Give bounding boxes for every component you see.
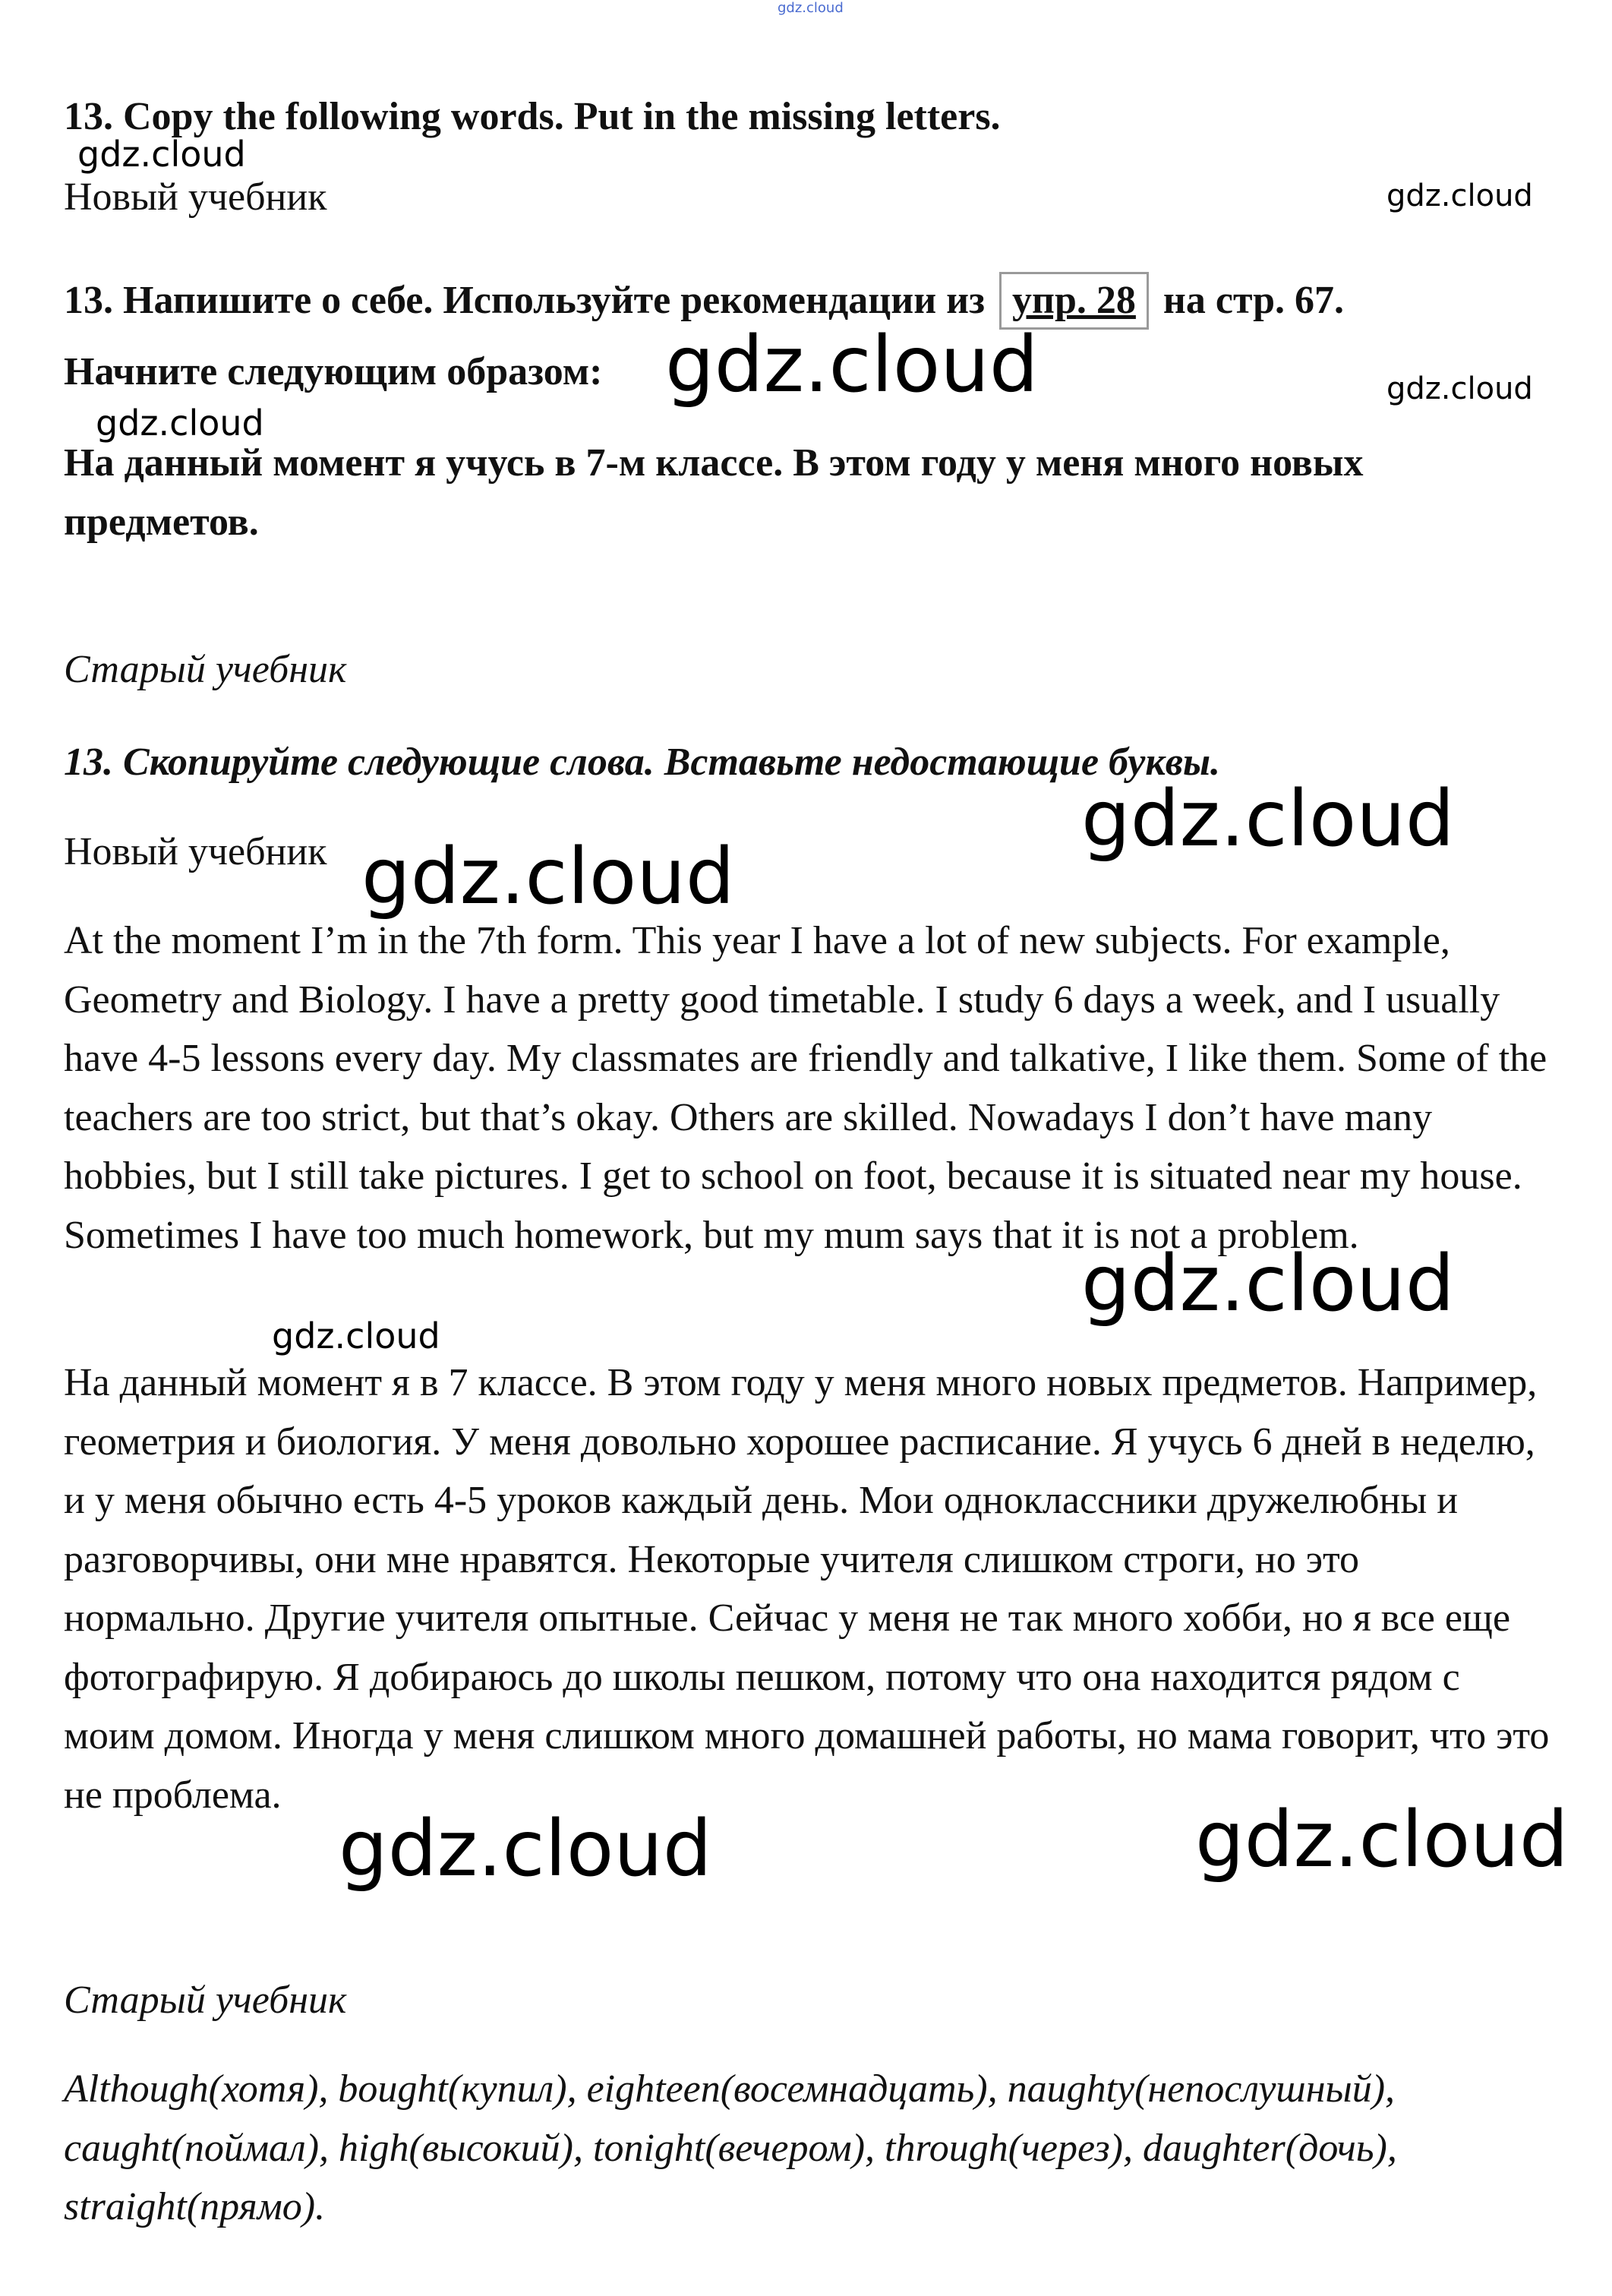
watermark: gdz.cloud	[77, 134, 246, 175]
watermark: gdz.cloud	[361, 832, 735, 922]
exercise-link[interactable]: упр. 28	[1012, 279, 1136, 322]
new-textbook-label: Новый учебник	[64, 175, 327, 219]
watermark: gdz.cloud	[1386, 178, 1533, 213]
task-start-instruction: Начните следующим образом:	[64, 350, 603, 393]
watermark: gdz.cloud	[272, 1315, 440, 1356]
exercise-heading-english: 13. Copy the following words. Put in the missing letters.	[64, 95, 1001, 138]
watermark: gdz.cloud	[1195, 1795, 1569, 1885]
task-text-after: на стр. 67.	[1162, 279, 1345, 322]
new-textbook-label: Новый учебник	[64, 830, 327, 873]
task-example-line-1: На данный момент я учусь в 7-м классе. В этом году у меня много новых	[64, 441, 1364, 485]
watermark: gdz.cloud	[1386, 371, 1533, 406]
exercise-heading-russian: 13. Скопируйте следующие слова. Вставьте недостающие буквы.	[64, 741, 1221, 784]
watermark: gdz.cloud	[1081, 774, 1455, 864]
task-text-before: 13. Напишите о себе. Используйте рекомендации из	[64, 279, 986, 322]
watermark: gdz.cloud	[1081, 1239, 1455, 1329]
watermark-top: gdz.cloud	[778, 0, 844, 16]
word-list-answer: Although(хотя), bought(купил), eighteen(восемнадцать), naughty(непослушный), caught(поймал), high(высокий), tonight(вечером), through(через), daughter(дочь), straight(прямо).	[64, 2067, 1397, 2228]
watermark: gdz.cloud	[96, 403, 264, 444]
watermark: gdz.cloud	[339, 1804, 712, 1894]
watermark: gdz.cloud	[665, 320, 1039, 410]
english-answer-text: At the moment I’m in the 7th form. This year I have a lot of new subjects. For example, Geometry and Biology. I have a pretty good timetable. I study 6 days a week, and I usually have 4-5 lessons every day. My classmates are friendly and talkative, I like them. Some of the teachers are too strict, but that’s okay. Others are skilled. Nowadays I don’t have many hobbies, but I still take pictures. I get to school on foot, because it is situated near my house. Sometimes I have too much homework, but my mum says that it is not a problem.	[64, 919, 1547, 1257]
russian-answer-text: На данный момент я в 7 классе. В этом году у меня много новых предметов. Например, геометрия и биология. У меня довольно хорошее расписание. Я учусь 6 дней в неделю, и у меня обычно есть 4-5 уроков каждый день. Мои одноклассники дружелюбны и разговорчивы, они мне нравятся. Некоторые учителя слишком строги, но это нормально. Другие учителя опытные. Сейчас у меня не так много хобби, но я все еще фотографирую. Я добираюсь до школы пешком, потому что она находится рядом с моим домом. Иногда у меня слишком много домашней работы, но мама говорит, что это не проблема.	[64, 1361, 1550, 1817]
old-textbook-label: Старый учебник	[64, 1979, 347, 2022]
task-example-line-2: предметов.	[64, 501, 259, 544]
old-textbook-label: Старый учебник	[64, 648, 347, 691]
